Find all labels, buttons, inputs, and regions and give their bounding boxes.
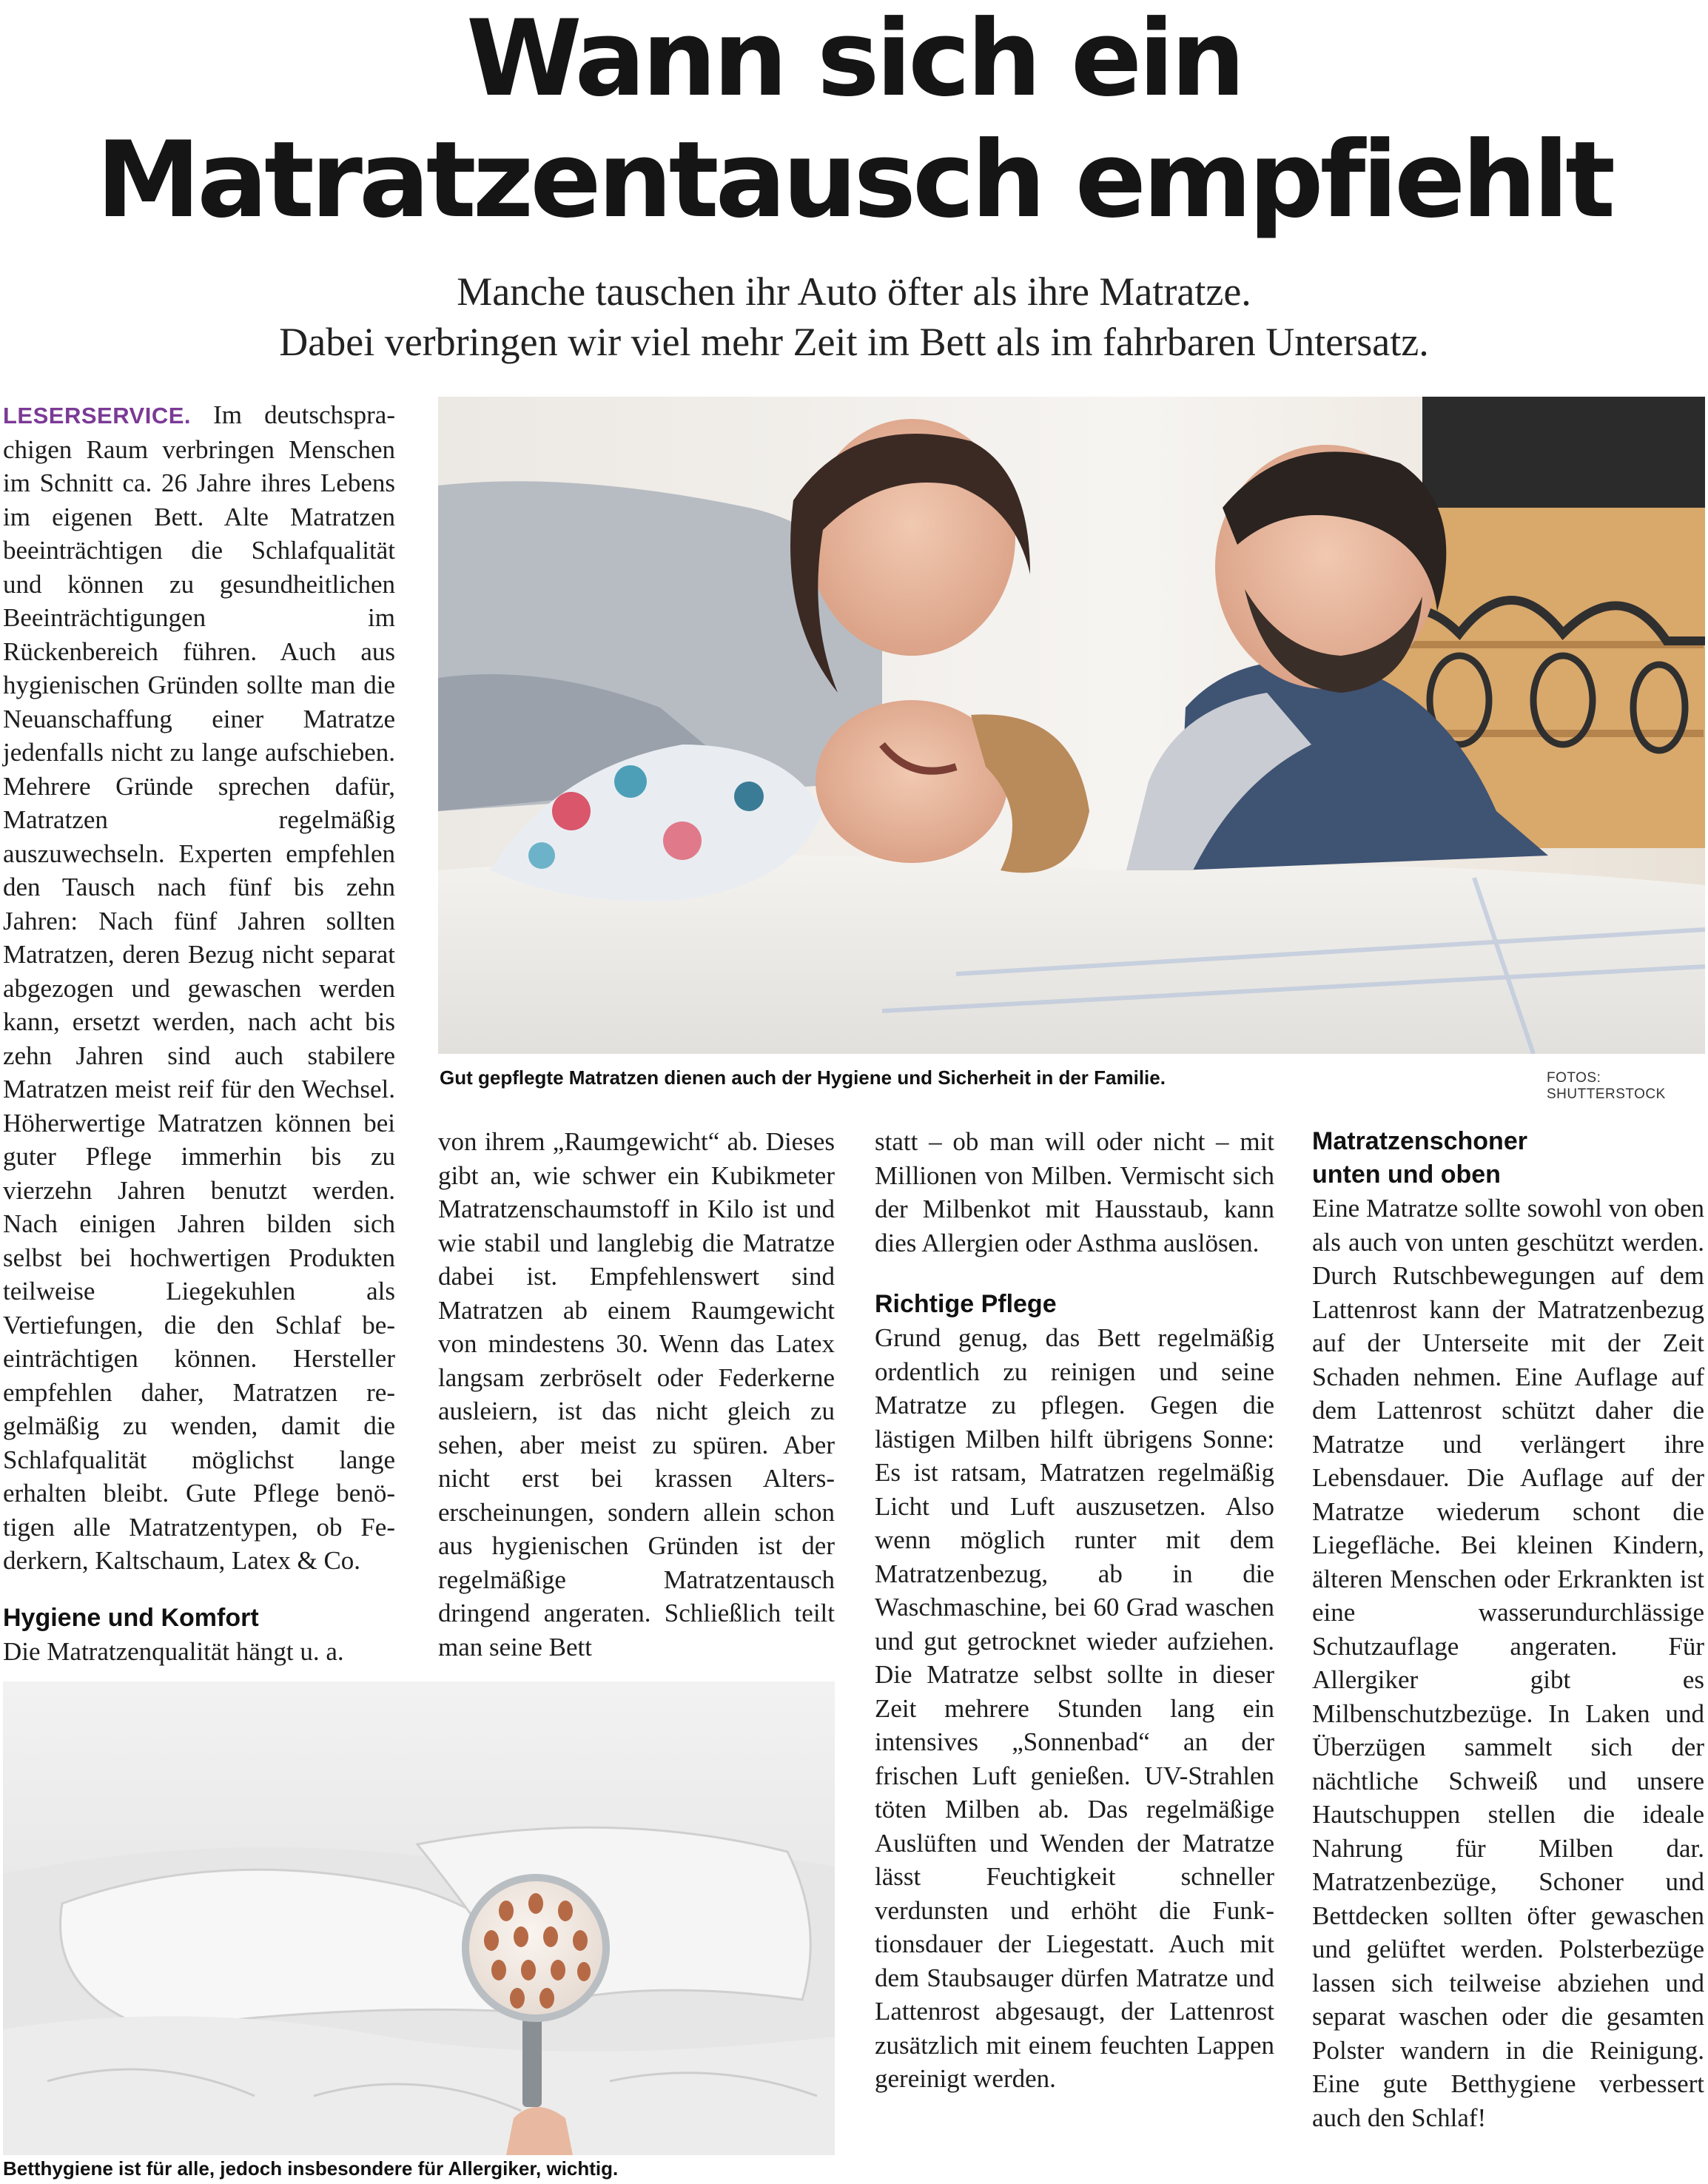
- column-3-text: statt – ob man will oder nicht – mit Millionen von Milben. Vermischt sich der Milbenkot mit Hausstaub, kann dies Allergien oder Asthma auslösen.: [875, 1127, 1274, 1257]
- section-heading-hygiene: Hygiene und Komfort: [3, 1603, 259, 1632]
- schoner-paragraph: Eine Matratze sollte sowohl von oben als auch von unten geschützt werden. Durch Rutschbewegungen auf dem Lattenrost kann der Matratzenbezug auf der Unterseite mit der Zeit Schaden nehmen. Eine Auflage auf dem Lattenrost schützt daher die Matratze und verlängert ihre Lebensdauer. Die Auflage auf der Matratze wiederum schont die Liegefläche. Bei kleinen Kindern, älteren Menschen oder Erkrankten ist eine wasserundurchlässige Schutzauflage angeraten. Für Allergiker gibt es Milbenschutzbezüge. In Laken und Überzügen sammelt sich der nächtliche Schweiß und unsere Hautschuppen stellen die ideale Nahrung für Milben dar. Matratzenbezüge, Schoner und Bettdecken sollten öfter gewaschen und gelüftet werden. Polsterbezüge lassen sich teilweise abziehen und separat waschen oder die gesamten Polster wandern in die Reinigung. Eine gute Betthygiene verbessert auch den Schlaf!: [1312, 1194, 1704, 2132]
- article-column-4: [1312, 1125, 1704, 2134]
- subheadline-line-1: Manche tauschen ihr Auto öfter als ihre Matratze.: [457, 269, 1251, 314]
- intro-paragraph: [3, 398, 395, 1578]
- subheadline-line-2: Dabei verbringen wir viel mehr Zeit im Bett als im fahrbaren Untersatz.: [279, 320, 1429, 364]
- family-photo-image: [438, 397, 1705, 1054]
- pflege-paragraph: Grund genug, das Bett regelmäßig ordentlich zu reinigen und seine Matratze zu pflegen. Gegen die lästigen Milben hilft übrigens Sonne: Es ist ratsam, Matratzen regelmäßig Licht und Luft auszusetzen. Also wenn möglich runter mit dem Matratzenbezug, ab in die Waschmaschine, bei 60 Grad waschen und gut getrocknet wieder aufziehen. Die Matratze selbst sollte in dieser Zeit mehrere Stunden lang ein intensives „Sonnenbad“ an der frischen Luft genießen. UV-Strahlen töten Milben ab. Das regelmäßige Auslüften und Wenden der Matratze lässt Feuchtigkeit schneller verdunsten und erhöht die Funktionsdauer der Liegestatt. Auch mit dem Staubsauger dürfen Matratze und Lattenrost abgesaugt, der Lattenrost zusätzlich mit einem feuchten Lappen gereinigt werden.: [875, 1323, 1274, 2093]
- hygiene-paragraph-start: Die Matratzenqualität hängt u. a.: [3, 1636, 344, 1666]
- kicker: LESERSERVICE.: [3, 403, 192, 429]
- family-photo-caption: Gut gepflegte Matratzen dienen auch der Hygiene und Sicherheit in der Familie.: [440, 1066, 1166, 1089]
- section-heading-pflege: Richtige Pflege: [875, 1290, 1057, 1318]
- headline-line-1: Wann sich ein: [466, 0, 1242, 120]
- article-column-3: [875, 1125, 1274, 2096]
- article-column-2: [438, 1125, 835, 1664]
- headline-line-2: Matratzentausch empfiehlt: [95, 119, 1613, 241]
- article-column-1: [3, 398, 395, 1668]
- magnifier-photo-image: [3, 1681, 835, 2155]
- section-heading-schoner-2: unten und oben: [1312, 1160, 1501, 1189]
- magnifier-photo-caption: Betthygiene ist für alle, jedoch insbesondere für Allergiker, wichtig.: [3, 2157, 619, 2180]
- intro-text: Im deutschsprachigen Raum verbringen Menschen im Schnitt ca. 26 Jahre ihres Lebens im eigenen Bett. Alte Matratzen beeinträchtigen die Schlafqualität und können zu gesundheitlichen Beeinträchtigungen im Rückenbereich führen. Auch aus hygienischen Gründen sollte man die Neuanschaffung einer Matratze jedenfalls nicht zu lange aufschieben. Mehrere Gründe sprechen dafür, Matratzen regelmäßig auszuwechseln. Experten empfehlen den Tausch nach fünf bis zehn Jahren: Nach fünf Jahren sollten Matratzen, deren Bezug nicht separat abgezogen und gewaschen werden kann, ersetzt werden, nach acht bis zehn Jahren sind auch stabilere Matratzen meist reif für den Wechsel. Höherwertige Matratzen können bei guter Pflege immerhin bis zu vierzehn Jahren benutzt werden. Nach einigen Jahren bilden sich selbst bei hochwertigen Produkten teilweise Liegekuhlen als Vertiefungen, die den Schlaf beeinträchtigen können. Hersteller empfehlen daher, Matratzen regelmäßig zu wenden, damit die Schlafqualität möglichst lange erhalten bleibt. Gute Pflege benötigen alle Matratzentypen, ob Federkern, Kaltschaum, Latex & Co.: [3, 400, 395, 1575]
- section-heading-schoner-1: Matratzenschoner: [1312, 1127, 1527, 1155]
- magnifier-photo: [3, 1681, 835, 2155]
- family-photo: [438, 397, 1705, 1054]
- photo-credit: FOTOS: SHUTTERSTOCK: [1547, 1070, 1666, 1102]
- column-2-text: von ihrem „Raumgewicht“ ab. Dieses gibt an, wie schwer ein Kubikmeter Matratzenschaumstoff in Kilo ist und wie stabil und langlebig die Matratze dabei ist. Empfehlenswert sind Matratzen ab einem Raumgewicht von mindestens 30. Wenn das Latex langsam zerbröselt oder Federkerne ausleiern, ist das nicht gleich zu sehen, aber meist zu spüren. Aber nicht erst bei krassen Alterserscheinungen, sondern allein schon aus hygienischen Gründen ist der regelmäßige Matratzentausch dringend angeraten. Schließlich teilt man seine Bett: [438, 1127, 835, 1661]
